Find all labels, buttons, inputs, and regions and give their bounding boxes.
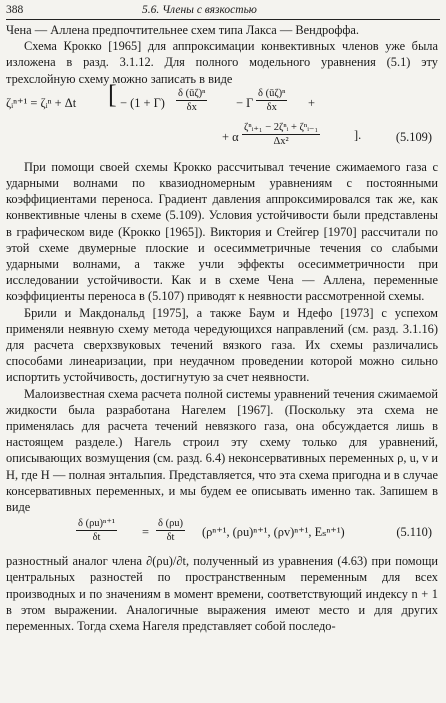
eq110-frac2-den: δt	[166, 532, 175, 544]
eq110-frac2	[156, 517, 185, 544]
eq109-term1: − (1 + Γ)	[120, 95, 165, 110]
paragraph-1: Схема Крокко [1965] для аппроксимации конвективных членов уже была изложена в разд. 3.1.12. Для полного модельного уравнения (5.1) эту трехслойную схему можно записать в виде	[6, 39, 438, 86]
equation-5-110	[6, 517, 438, 547]
eq110-args: (ρⁿ⁺¹, (ρu)ⁿ⁺¹, (ρv)ⁿ⁺¹, Eₛⁿ⁺¹)	[202, 525, 345, 540]
eq109-lhs: ζᵢⁿ⁺¹ = ζᵢⁿ + Δt	[6, 95, 77, 110]
eq109-frac2	[256, 87, 287, 114]
paragraph-3: Брили и Макдональд [1975], а также Баум и Ндефо [1973] с успехом применяли неявную схему метода чередующихся направлений (см. разд. 3.1.16) для расчета сверхзвуковых течений вязкого газа. Их схемы различались способами линеаризации, при неудачном проведении которой можно сильно испортить устойчивость, достигнутую за счет неявности.	[6, 305, 438, 385]
eq109-frac1-den: δx	[186, 101, 197, 113]
eq110-frac1-num: δ (ρu)ⁿ⁺¹	[78, 518, 116, 530]
eq109-frac1	[176, 87, 207, 114]
eq110-frac1-den: δt	[92, 532, 101, 544]
page-number: 388	[6, 4, 24, 16]
paragraph-0: Чена — Аллена предпочтительнее схем типа Лакса — Вендроффа.	[6, 23, 359, 37]
eq110-number: (5.110)	[396, 525, 432, 540]
paragraph-5: разностный аналог члена ∂(ρu)/∂t, полученный из уравнения (4.63) при помощи центральных разностей по пространственным переменным для всех производных и по значениям в момент времени, соответствующий индексу n + 1 в этом выражении. Аналогичные выражения имеют место и для других переменных. Тогда схема Нагеля представляет собой последо-	[6, 554, 438, 634]
eq109-open-bracket: [	[108, 79, 117, 109]
eq110-frac2-num: δ (ρu)	[158, 518, 184, 530]
paragraph-2: При помощи своей схемы Крокко рассчитывал течение сжимаемого газа с ударными волнами по квазиодномерным уравнениям с постоянными коэффициентами переноса. Градиент давления аппроксимировался так же, как конвективные члены в схеме (5.109). Условия устойчивости были представлены в графическом виде (Крокко [1965]). Виктория и Стейгер [1970] рассчитали по этой схеме двумерные плоские и осесимметричные течения со слабыми ударными волнами, а также учли эффекты осесимметричности при исследовании устойчивости. Как и в схеме Чена — Аллена, переменные коэффициенты переноса в (5.107) приводят к неявности рассмотренной схемы.	[6, 159, 438, 304]
eq109-frac3	[242, 121, 320, 148]
eq109-frac3-den: Δx²	[273, 135, 289, 147]
page-header	[6, 3, 440, 20]
eq109-frac2-den: δx	[266, 101, 277, 113]
eq110-equals: =	[142, 525, 149, 540]
page-body	[6, 22, 438, 634]
eq109-plus: +	[308, 95, 315, 110]
paragraph-4: Малоизвестная схема расчета полной системы уравнений течения сжимаемой жидкости была разработана Нагелем [1967]. (Поскольку эта схема не применялась для расчета течений невязкого газа, она обсуждается лишь в настоящем разделе.) Нагель строил эту схему только для уравнений, описывающих возмущения (см. разд. 6.4) неконсервативных переменных ρ, u, v и H, где H — полная энтальпия. Представляется, что эта схема пригодна и в случае консервативных переменных, и мы будем ее описывать именно так. Запишем в виде	[6, 386, 438, 515]
eq109-number: (5.109)	[395, 129, 432, 144]
equation-5-109	[6, 79, 438, 155]
eq109-close: ].	[354, 127, 362, 142]
eq109-term2: − Γ	[236, 95, 254, 110]
eq110-frac1	[76, 517, 117, 544]
eq109-term3: + α	[222, 129, 239, 144]
eq109-frac2-num: δ (ūζ)ⁿ	[258, 87, 286, 99]
running-title: 5.6. Члены с вязкостью	[142, 4, 257, 16]
eq109-frac1-num: δ (ūζ)ⁿ	[178, 87, 206, 99]
eq109-frac3-num: ζⁿᵢ₊₁ − 2ζⁿᵢ + ζⁿᵢ₋₁	[244, 121, 319, 133]
